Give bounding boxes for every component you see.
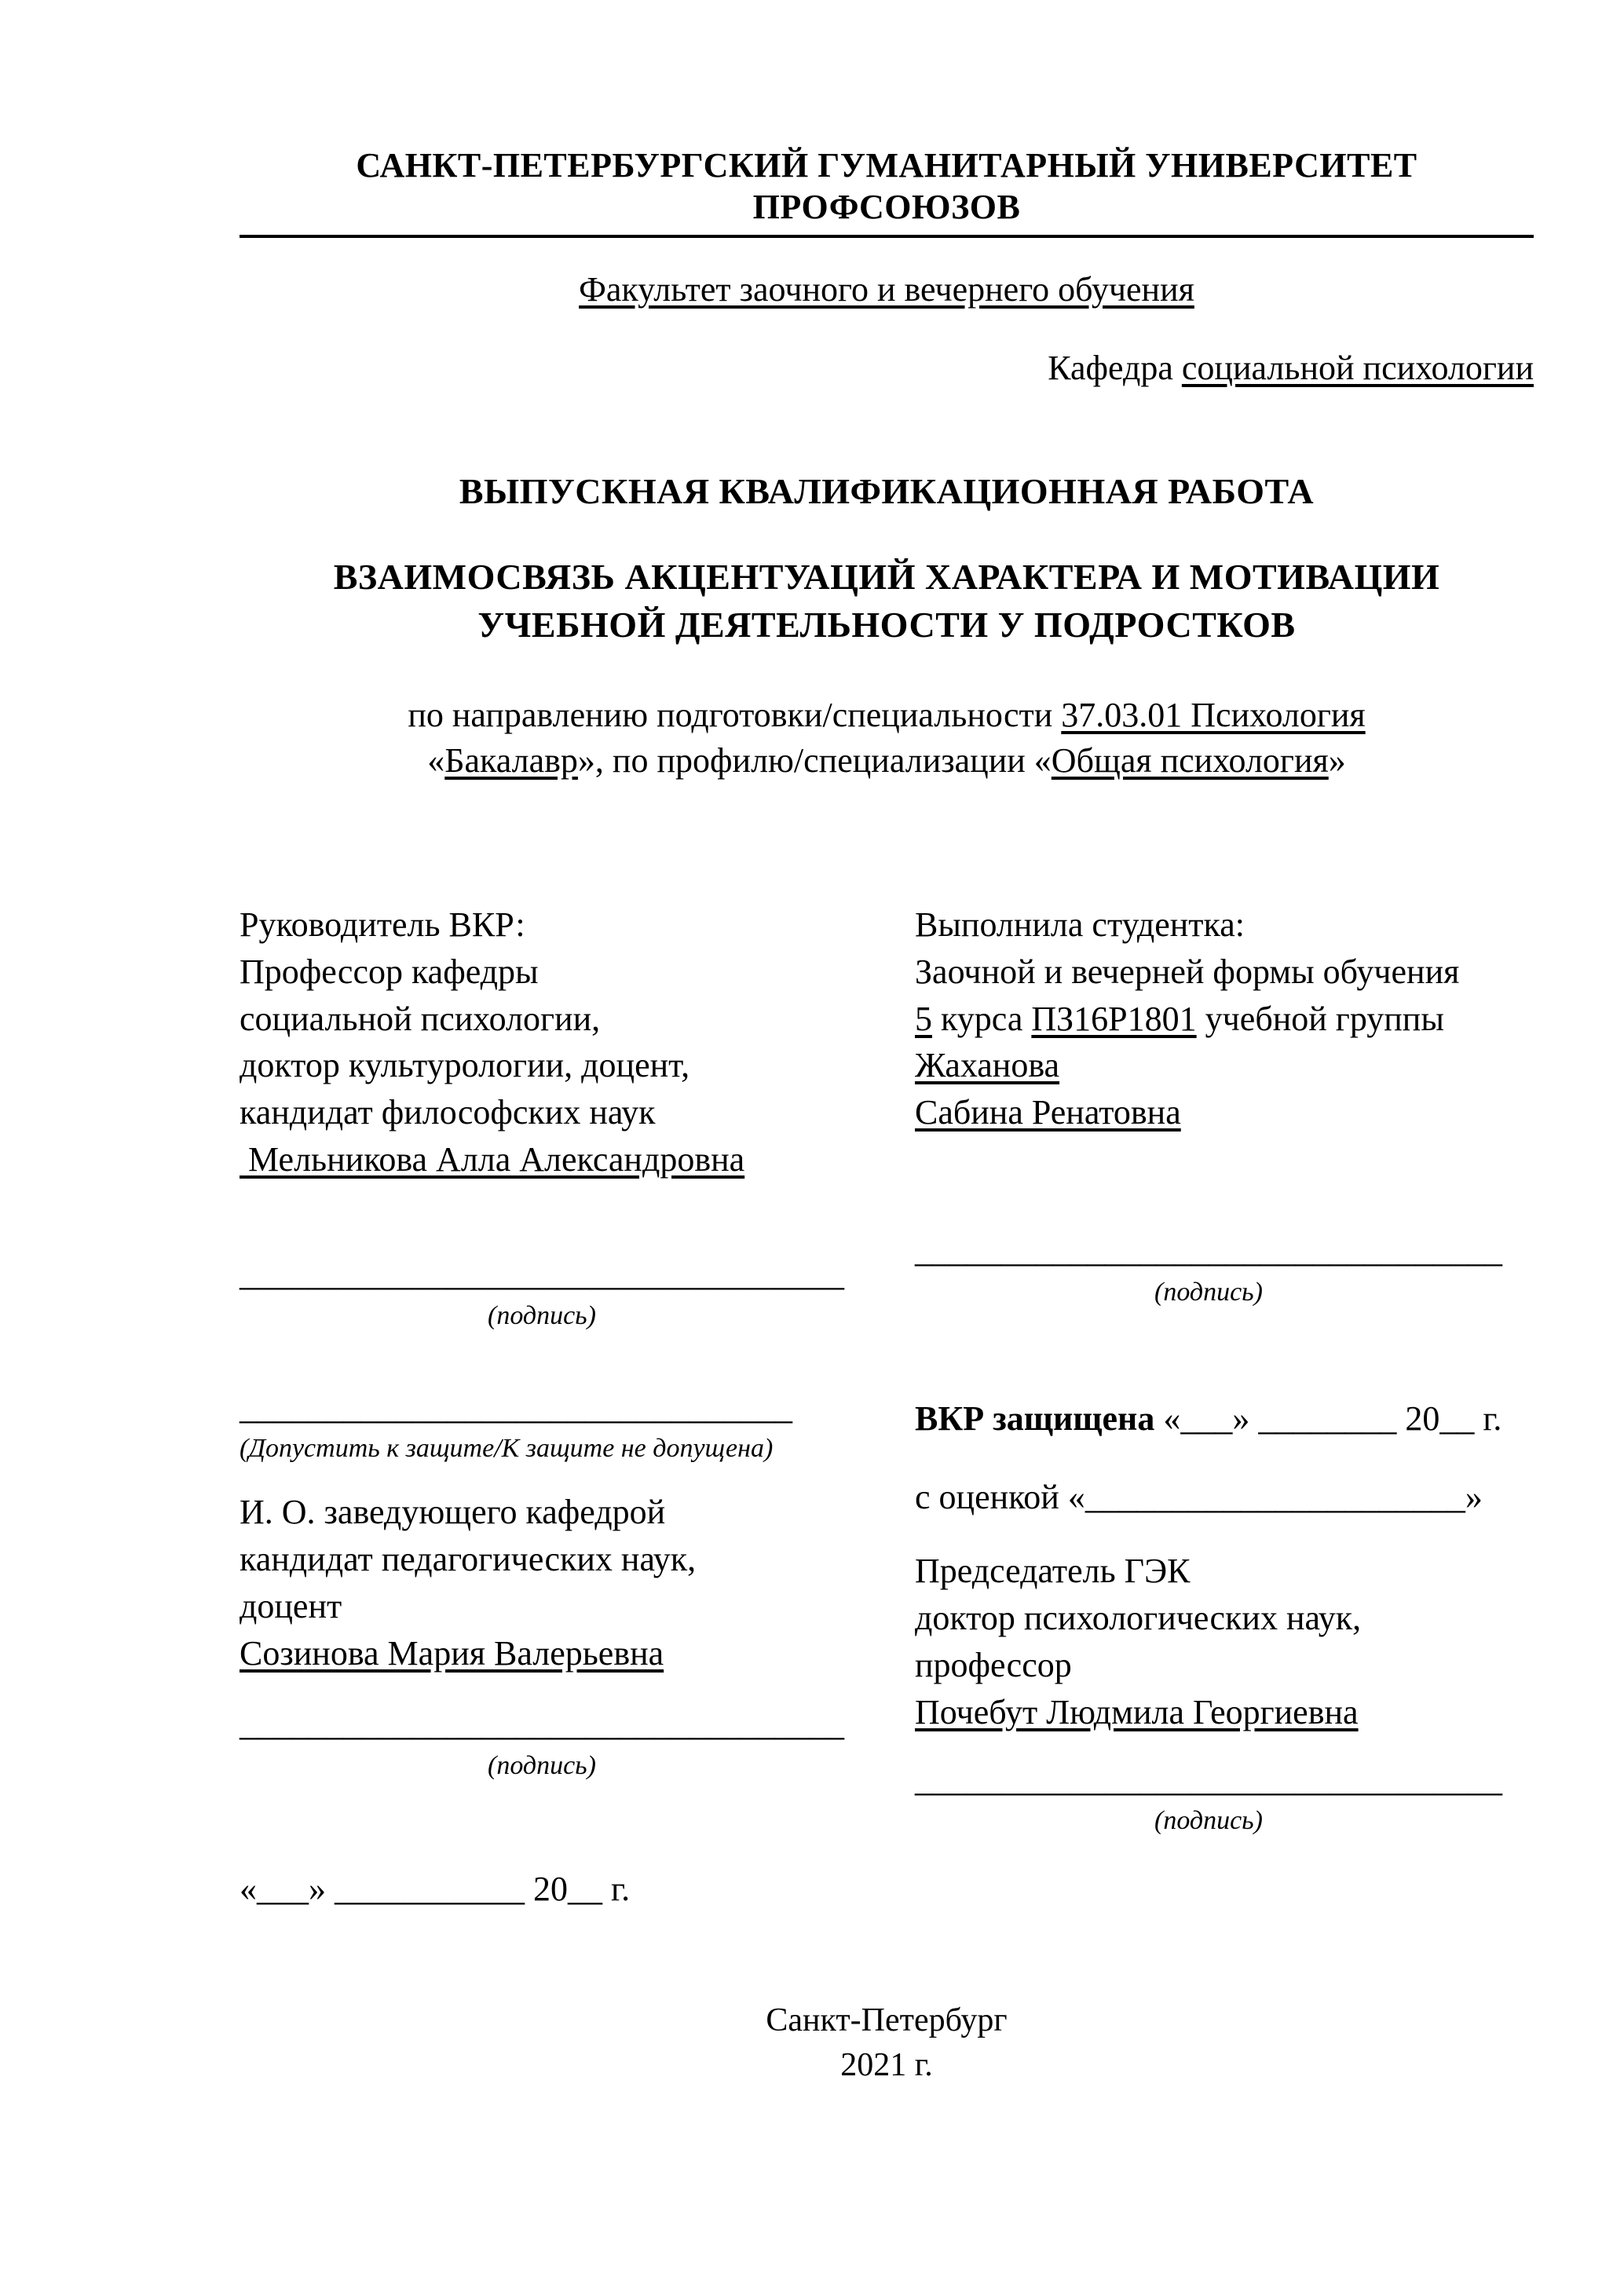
specialty-code: 37.03.01 Психология	[1061, 695, 1366, 734]
supervisor-signature-line: ___________________________________	[240, 1254, 844, 1293]
supervisor-degree-1: доктор культурологии, доцент,	[240, 1046, 690, 1085]
thesis-title-line-2: УЧЕБНОЙ ДЕЯТЕЛЬНОСТИ У ПОДРОСТКОВ	[477, 605, 1296, 645]
footer-year: 2021 г.	[840, 2046, 933, 2083]
chairman-signature-caption: (подпись)	[1154, 1806, 1263, 1836]
student-firstname: Сабина Ренатовна	[915, 1093, 1181, 1132]
student-column	[915, 901, 1534, 1910]
head-position-1: И. О. заведующего кафедрой	[240, 1493, 666, 1532]
supervisor-block	[240, 901, 852, 1183]
thesis-title	[240, 554, 1534, 649]
department-line	[240, 348, 1534, 389]
chairman-name: Почебут Людмила Георгиевна	[915, 1692, 1359, 1731]
faculty-line	[240, 269, 1534, 311]
student-course-label: курса	[932, 999, 1032, 1038]
supervisor-degree-2: кандидат философских наук	[240, 1093, 656, 1132]
profile-close-quote: »	[1328, 740, 1346, 780]
student-group-suffix: учебной группы	[1196, 999, 1444, 1038]
university-name: САНКТ-ПЕТЕРБУРГСКИЙ ГУМАНИТАРНЫЙ УНИВЕРСИТЕТ ПРОФСОЮЗОВ	[356, 146, 1417, 226]
student-signature-caption: (подпись)	[1154, 1277, 1263, 1307]
admission-line: ________________________________	[240, 1387, 792, 1427]
thesis-title-line-1: ВЗАИМОСВЯЗЬ АКЦЕНТУАЦИЙ ХАРАКТЕРА И МОТИВАЦИИ	[333, 557, 1440, 598]
student-signature-block	[915, 1230, 1502, 1309]
profile-name: Общая психология	[1051, 740, 1329, 780]
chairman-signature-block	[915, 1760, 1502, 1838]
student-course-number: 5	[915, 999, 932, 1038]
specialty-line-1	[240, 693, 1534, 738]
student-group-code: ПЗ16Р1801	[1031, 999, 1197, 1038]
head-signature-line: ___________________________________	[240, 1705, 844, 1744]
footer	[240, 1998, 1534, 2087]
supervisor-heading: Руководитель ВКР:	[240, 905, 525, 944]
supervisor-signature-block	[240, 1254, 844, 1333]
head-name: Созинова Мария Валерьевна	[240, 1633, 664, 1673]
head-position-2: кандидат педагогических наук,	[240, 1539, 697, 1578]
profile-label: », по профилю/специализации «	[577, 740, 1052, 780]
supervisor-position-1: Профессор кафедры	[240, 952, 539, 991]
student-heading: Выполнила студентка:	[915, 905, 1245, 944]
department-label: Кафедра	[1048, 349, 1182, 388]
specialty-line-2	[240, 738, 1534, 784]
chairman-block	[915, 1548, 1534, 1735]
student-study-form: Заочной и вечерней формы обучения	[915, 952, 1460, 991]
grade-line: с оценкой «______________________»	[915, 1477, 1483, 1516]
work-type-heading: ВЫПУСКНАЯ КВАЛИФИКАЦИОННАЯ РАБОТА	[459, 471, 1315, 512]
student-lastname: Жаханова	[915, 1046, 1060, 1085]
admission-date-line: «___» ___________ 20__ г.	[240, 1870, 631, 1909]
head-of-department-block	[240, 1489, 852, 1676]
head-position-3: доцент	[240, 1586, 342, 1625]
degree-open-quote: «	[427, 740, 445, 780]
defense-date-line	[915, 1395, 1534, 1442]
degree-name: Бакалавр	[444, 740, 578, 780]
head-signature-caption: (подпись)	[488, 1751, 596, 1781]
chairman-degree: доктор психологических наук,	[915, 1599, 1362, 1638]
student-group-line	[915, 996, 1534, 1043]
supervisor-column	[240, 901, 852, 1910]
supervisor-signature-caption: (подпись)	[488, 1300, 596, 1330]
chairman-heading: Председатель ГЭК	[915, 1552, 1191, 1591]
admission-caption: (Допустить к защите/К защите не допущена)	[240, 1434, 774, 1464]
defense-label: ВКР защищена	[915, 1398, 1164, 1438]
student-block	[915, 901, 1534, 1136]
supervisor-name: Мельникова Алла Александровна	[240, 1140, 745, 1179]
university-header	[240, 145, 1534, 238]
defense-date-blanks: «___» ________ 20__ г.	[1163, 1398, 1502, 1438]
student-signature-line: __________________________________	[915, 1231, 1502, 1270]
faculty-name: Факультет заочного и вечернего обучения	[579, 269, 1194, 309]
signatories-section	[240, 901, 1534, 1910]
head-signature-block	[240, 1704, 844, 1782]
chairman-title: профессор	[915, 1646, 1072, 1685]
specialty-block	[240, 693, 1534, 784]
footer-city: Санкт-Петербург	[766, 2002, 1008, 2038]
chairman-signature-line: __________________________________	[915, 1760, 1502, 1799]
supervisor-position-2: социальной психологии,	[240, 999, 601, 1038]
admission-block	[240, 1387, 852, 1466]
department-name: социальной психологии	[1181, 349, 1534, 388]
specialty-prefix: по направлению подготовки/специальности	[408, 695, 1062, 734]
